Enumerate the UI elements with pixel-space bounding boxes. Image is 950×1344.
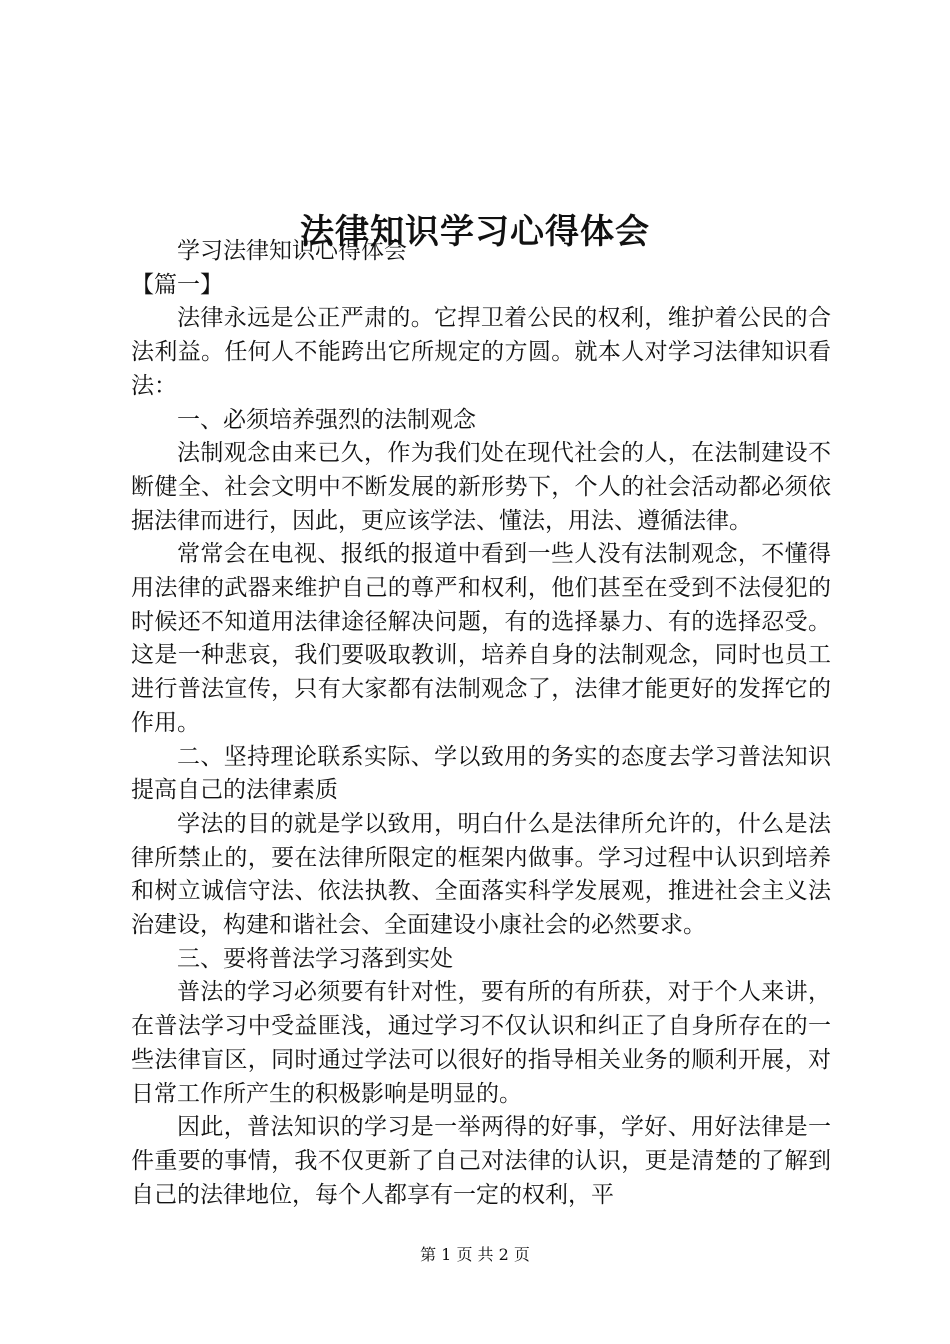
paragraph: 学习法律知识心得体会	[177, 238, 407, 264]
paragraph: 常常会在电视、报纸的报道中看到一些人没有法制观念，不懂得用法律的武器来维护自己的尊严和权利，他们甚至在受到不法侵犯的时候还不知道用法律途径解决问题，有的选择暴力、有的选择忍受。这是一种悲哀，我们要吸取教训，培养自身的法制观念，同时也员工进行普法宣传，只有大家都有法制观念了，法律才能更好的发挥它的作用。	[131, 541, 831, 736]
paragraph: 学法的目的就是学以致用，明白什么是法律所允许的，什么是法律所禁止的，要在法律所限定的框架内做事。学习过程中认识到培养和树立诚信守法、依法执教、全面落实科学发展观，推进社会主义法治建设，构建和谐社会、全面建设小康社会的必然要求。	[131, 810, 831, 939]
document-title: 法律知识学习心得体会	[300, 211, 650, 252]
paragraph: 一、必须培养强烈的法制观念	[177, 406, 476, 433]
page-footer: 第 1 页 共 2 页	[420, 1245, 530, 1264]
paragraph: 因此，普法知识的学习是一举两得的好事，学好、用好法律是一件重要的事情，我不仅更新了自己对法律的认识，更是清楚的了解到自己的法律地位，每个人都享有一定的权利，平	[131, 1114, 831, 1208]
paragraph: 【篇一】	[131, 271, 223, 298]
paragraph: 法制观念由来已久，作为我们处在现代社会的人，在法制建设不断健全、社会文明中不断发展的新形势下，个人的社会活动都必须依据法律而进行，因此，更应该学法、懂法，用法、遵循法律。	[131, 440, 831, 534]
paragraph: 法律永远是公正严肃的。它捍卫着公民的权利，维护着公民的合法利益。任何人不能跨出它所规定的方圆。就本人对学习法律知识看法：	[131, 305, 831, 399]
paragraph: 普法的学习必须要有针对性，要有所的有所获，对于个人来讲，在普法学习中受益匪浅，通过学习不仅认识和纠正了自身所存在的一些法律盲区，同时通过学法可以很好的指导相关业务的顺利开展，对日常工作所产生的积极影响是明显的。	[131, 979, 831, 1107]
paragraph: 二、坚持理论联系实际、学以致用的务实的态度去学习普法知识提高自己的法律素质	[131, 743, 831, 804]
document-body	[131, 235, 831, 1212]
paragraph: 三、要将普法学习落到实处	[177, 945, 453, 972]
